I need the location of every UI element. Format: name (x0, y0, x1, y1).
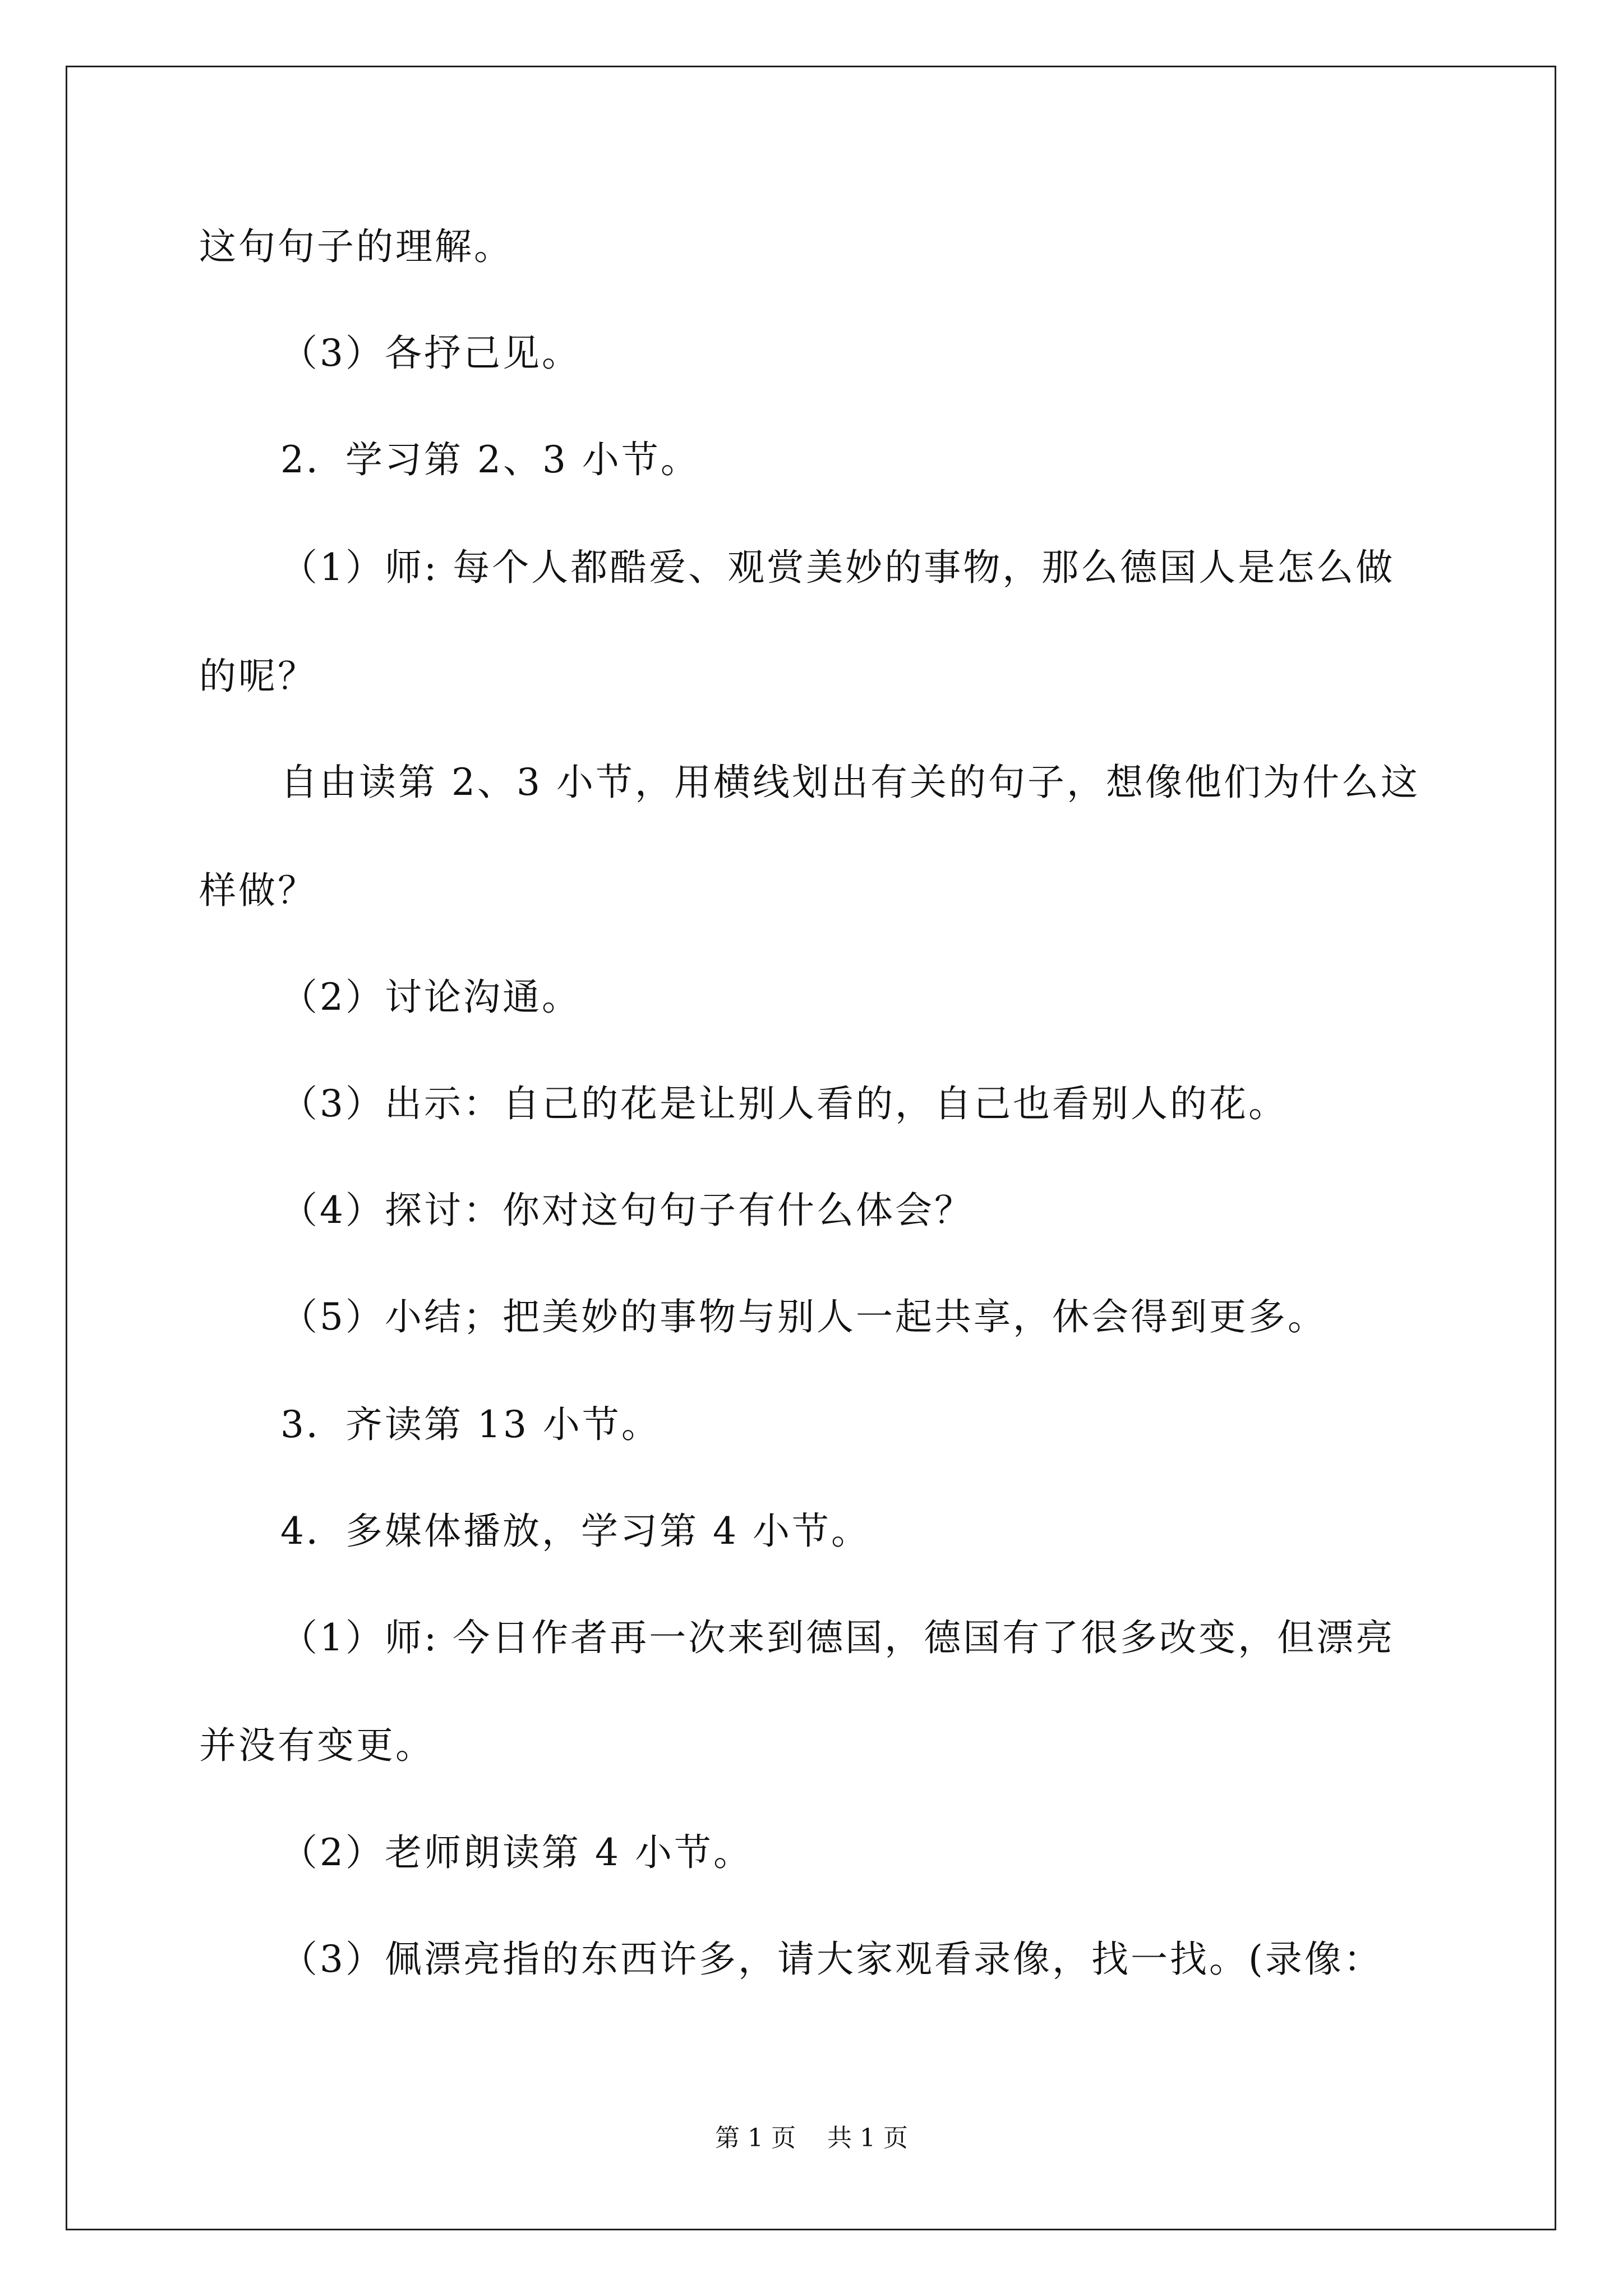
text-line-1: 这句句子的理解。 (199, 225, 513, 268)
page-number-footer: 第 1 页 共 1 页 (715, 2124, 908, 2152)
text-line-14: （1）师: 今日作者再一次来到德国，德国有了很多改变，但漂亮 (280, 1616, 1395, 1659)
text-line-10: （4）探讨：你对这句句子有什么体会？ (280, 1189, 974, 1232)
text-line-9: （3）出示：自己的花是让别人看的，自己也看别人的花。 (280, 1082, 1288, 1125)
text-line-5: 的呢？ (199, 655, 317, 698)
text-line-12: 3．齐读第 13 小节。 (280, 1403, 661, 1446)
text-line-13: 4．多媒体播放，学习第 4 小节。 (280, 1510, 870, 1553)
text-line-8: （2）讨论沟通。 (280, 976, 581, 1019)
text-line-16: （2）老师朗读第 4 小节。 (280, 1831, 753, 1874)
text-line-15: 并没有变更。 (199, 1724, 435, 1767)
text-line-7: 样做？ (199, 869, 317, 912)
page-border (66, 66, 1556, 2230)
text-line-6: 自由读第 2、3 小节，用横线划出有关的句子，想像他们为什么这 (280, 761, 1420, 804)
text-line-4: （1）师: 每个人都酷爱、观赏美妙的事物，那么德国人是怎么做 (280, 546, 1395, 589)
text-line-3: 2．学习第 2、3 小节。 (280, 438, 700, 481)
text-line-2: （3）各抒己见。 (280, 332, 581, 375)
text-line-17: （3）佩漂亮指的东西许多，请大家观看录像，找一找。(录像： (280, 1938, 1383, 1981)
text-line-11: （5）小结；把美妙的事物与别人一起共享，休会得到更多。 (280, 1295, 1327, 1338)
